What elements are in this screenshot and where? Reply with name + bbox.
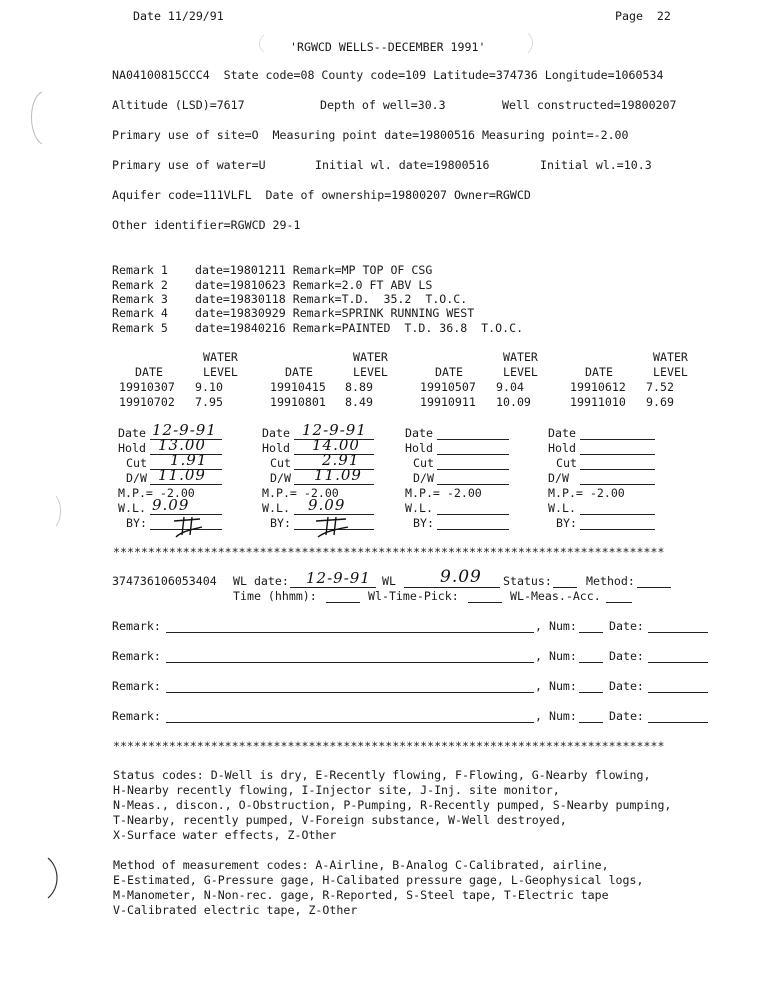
method-field[interactable]	[637, 587, 671, 588]
field-dw-value: 11.09	[158, 466, 206, 484]
field-hold-line[interactable]	[580, 454, 655, 455]
remark-num-label: , Num:	[535, 619, 577, 633]
field-wl-line[interactable]	[580, 514, 655, 515]
col-head-water: WATER	[353, 350, 388, 364]
remark-date-field[interactable]	[648, 632, 708, 633]
wl-level-cell: 10.09	[496, 395, 531, 409]
remark-entry-field[interactable]	[166, 662, 534, 663]
field-cut-line[interactable]	[580, 469, 655, 470]
remark-date-field[interactable]	[648, 722, 708, 723]
field-dw-line	[150, 484, 222, 485]
time-pick-field[interactable]	[468, 602, 502, 603]
asterisk-separator: *******************************************************************************	[113, 545, 665, 559]
wl-date-cell: 19910612	[570, 380, 626, 394]
report-date: Date 11/29/91	[133, 9, 224, 23]
remark-label: Remark 1	[112, 263, 168, 277]
punch-hole-top	[20, 88, 50, 148]
field-dw-line[interactable]	[437, 484, 509, 485]
altitude: Altitude (LSD)=7617	[112, 98, 245, 112]
field-date-value: 12-9-91	[302, 421, 367, 439]
wl-level-cell: 9.10	[195, 380, 223, 394]
field-date-label: Date	[548, 426, 576, 440]
initial-wl-date: Initial wl. date=19800516	[315, 158, 490, 172]
field-date-line[interactable]	[580, 439, 655, 440]
wl-date-cell: 19910702	[119, 395, 175, 409]
field-wl-label: W.L.	[548, 501, 576, 515]
field-by-label: BY:	[413, 516, 434, 530]
initials-signature	[312, 515, 352, 539]
remark-num-field[interactable]	[579, 662, 603, 663]
wl-level-cell: 8.89	[345, 380, 373, 394]
status-label: Status:	[503, 574, 552, 588]
method-codes-line: Method of measurement codes: A-Airline, B-Analog C-Calibrated, airline,	[113, 858, 609, 872]
field-dw-line	[294, 484, 374, 485]
field-date-label: Date	[405, 426, 433, 440]
wl-date-cell: 19910911	[420, 395, 476, 409]
field-dw-label: D/W	[126, 471, 147, 485]
wl-date-cell: 19911010	[570, 395, 626, 409]
site-id: 374736106053404	[112, 574, 217, 588]
wl-level-cell: 7.95	[195, 395, 223, 409]
wl-value: 9.09	[440, 567, 482, 587]
site-line-5: Aquifer code=111VLFL Date of ownership=19800207 Owner=RGWCD	[112, 188, 531, 202]
method-codes-line: V-Calibrated electric tape, Z-Other	[113, 903, 358, 917]
field-mp: M.P.= -2.00	[118, 486, 195, 500]
remark-date-label: Date:	[609, 619, 644, 633]
time-label: Time (hhmm):	[233, 589, 317, 603]
field-mp: M.P.= -2.00	[262, 486, 339, 500]
status-codes-line: X-Surface water effects, Z-Other	[113, 828, 337, 842]
time-pick-label: Wl-Time-Pick:	[368, 589, 459, 603]
wl-date-cell: 19910507	[420, 380, 476, 394]
remark-text: date=19830929 Remark=SPRINK RUNNING WEST	[195, 306, 475, 320]
field-dw-label: D/W	[548, 471, 569, 485]
wl-date-cell: 19910307	[119, 380, 175, 394]
field-dw-label: D/W	[270, 471, 291, 485]
col-head-date: DATE	[285, 365, 313, 379]
wl-date-label: WL date:	[233, 574, 289, 588]
col-head-level: LEVEL	[503, 365, 538, 379]
wl-date-value: 12-9-91	[306, 569, 371, 587]
remark-label: Remark 4	[112, 306, 168, 320]
field-mp: M.P.= -2.00	[405, 486, 482, 500]
status-codes-line: H-Nearby recently flowing, I-Injector site, J-Inj. site monitor,	[113, 783, 560, 797]
remark-text: date=19830118 Remark=T.D. 35.2 T.O.C.	[195, 292, 468, 306]
meas-acc-label: WL-Meas.-Acc.	[510, 589, 601, 603]
field-dw-value: 11.09	[314, 466, 362, 484]
field-wl-label: W.L.	[405, 501, 433, 515]
status-codes-line: Status codes: D-Well is dry, E-Recently flowing, F-Flowing, G-Nearby flowing,	[113, 768, 651, 782]
field-hold-line[interactable]	[437, 454, 509, 455]
remark-date-label: Date:	[609, 679, 644, 693]
remark-date-field[interactable]	[648, 662, 708, 663]
wl-field[interactable]	[404, 587, 500, 588]
status-field[interactable]	[553, 587, 577, 588]
time-field[interactable]	[326, 602, 360, 603]
meas-acc-field[interactable]	[606, 602, 632, 603]
col-head-date: DATE	[135, 365, 163, 379]
field-cut-line[interactable]	[437, 469, 509, 470]
primary-use-water: Primary use of water=U	[112, 158, 266, 172]
wl-date-field[interactable]	[290, 587, 376, 588]
field-by-line[interactable]	[580, 529, 655, 530]
col-head-level: LEVEL	[203, 365, 238, 379]
wl-label: WL	[382, 574, 396, 588]
site-line-3: Primary use of site=O Measuring point date=19800516 Measuring point=-2.00	[112, 128, 629, 142]
remark-num-label: , Num:	[535, 709, 577, 723]
wl-level-cell: 7.52	[646, 380, 674, 394]
remark-text: date=19840216 Remark=PAINTED T.D. 36.8 T.O.C.	[195, 321, 524, 335]
field-cut-label: Cut	[270, 456, 291, 470]
remark-date-label: Date:	[609, 649, 644, 663]
field-wl-value: 9.09	[308, 496, 346, 514]
remark-entry-field[interactable]	[166, 722, 534, 723]
page-number: Page 22	[615, 9, 671, 23]
well-constructed: Well constructed=19800207	[502, 98, 677, 112]
other-identifier: Other identifier=RGWCD 29-1	[112, 218, 301, 232]
remark-text: date=19801211 Remark=MP TOP OF CSG	[195, 263, 433, 277]
remark-date-label: Date:	[609, 709, 644, 723]
field-hold-value: 13.00	[158, 436, 206, 454]
col-head-level: LEVEL	[653, 365, 688, 379]
col-head-date: DATE	[435, 365, 463, 379]
remark-num-field[interactable]	[579, 722, 603, 723]
punch-mark-title-right	[512, 30, 534, 56]
report-title: 'RGWCD WELLS--DECEMBER 1991'	[290, 40, 486, 54]
punch-hole-middle	[52, 494, 66, 528]
status-codes-line: T-Nearby, recently pumped, V-Foreign substance, W-Well destroyed,	[113, 813, 567, 827]
remark-num-label: , Num:	[535, 679, 577, 693]
site-line-1: NA04100815CCC4 State code=08 County code=109 Latitude=374736 Longitude=1060534	[112, 68, 664, 82]
field-wl-label: W.L.	[262, 501, 290, 515]
wl-level-cell: 9.04	[496, 380, 524, 394]
field-date-value: 12-9-91	[152, 421, 217, 439]
remark-label: Remark 3	[112, 292, 168, 306]
punch-mark-title	[258, 32, 280, 54]
initial-wl: Initial wl.=10.3	[540, 158, 652, 172]
wl-date-cell: 19910801	[270, 395, 326, 409]
col-head-level: LEVEL	[353, 365, 388, 379]
field-cut-label: Cut	[126, 456, 147, 470]
method-label: Method:	[586, 574, 635, 588]
field-by-label: BY:	[270, 516, 291, 530]
field-by-label: BY:	[126, 516, 147, 530]
asterisk-separator: *******************************************************************************	[113, 739, 665, 753]
punch-hole-bottom	[44, 856, 64, 900]
field-hold-label: Hold	[262, 441, 290, 455]
remark-entry-label: Remark:	[112, 619, 161, 633]
field-date-line[interactable]	[437, 439, 509, 440]
method-codes-line: E-Estimated, G-Pressure gage, H-Calibated pressure gage, L-Geophysical logs,	[113, 873, 644, 887]
remark-date-field[interactable]	[648, 692, 708, 693]
field-dw-label: D/W	[413, 471, 434, 485]
col-head-date: DATE	[585, 365, 613, 379]
field-wl-label: W.L.	[118, 501, 146, 515]
field-wl-value: 9.09	[152, 496, 190, 514]
field-cut-label: Cut	[556, 456, 577, 470]
wl-date-cell: 19910415	[270, 380, 326, 394]
field-cut-value: 1.91	[170, 451, 208, 469]
field-hold-label: Hold	[405, 441, 433, 455]
well-depth: Depth of well=30.3	[320, 98, 446, 112]
remark-label: Remark 5	[112, 321, 168, 335]
field-hold-value: 14.00	[312, 436, 360, 454]
remark-text: date=19810623 Remark=2.0 FT ABV LS	[195, 278, 433, 292]
field-by-line[interactable]	[437, 529, 509, 530]
remark-num-field[interactable]	[579, 632, 603, 633]
method-codes-line: M-Manometer, N-Non-rec. gage, R-Reported, S-Steel tape, T-Electric tape	[113, 888, 609, 902]
initials-signature	[170, 515, 206, 539]
field-wl-line[interactable]	[437, 514, 509, 515]
field-mp: M.P.= -2.00	[548, 486, 625, 500]
field-date-label: Date	[262, 426, 290, 440]
field-dw-line[interactable]	[580, 484, 655, 485]
status-codes-line: N-Meas., discon., O-Obstruction, P-Pumping, R-Recently pumped, S-Nearby pumping,	[113, 798, 672, 812]
field-hold-label: Hold	[548, 441, 576, 455]
field-date-label: Date	[118, 426, 146, 440]
field-cut-label: Cut	[413, 456, 434, 470]
col-head-water: WATER	[653, 350, 688, 364]
field-hold-label: Hold	[118, 441, 146, 455]
field-cut-value: 2.91	[322, 451, 360, 469]
wl-level-cell: 9.69	[646, 395, 674, 409]
col-head-water: WATER	[503, 350, 538, 364]
remark-entry-label: Remark:	[112, 679, 161, 693]
remark-num-field[interactable]	[579, 692, 603, 693]
remark-entry-label: Remark:	[112, 649, 161, 663]
remark-entry-field[interactable]	[166, 692, 534, 693]
col-head-water: WATER	[203, 350, 238, 364]
remark-num-label: , Num:	[535, 649, 577, 663]
field-by-label: BY:	[556, 516, 577, 530]
remark-entry-label: Remark:	[112, 709, 161, 723]
remark-entry-field[interactable]	[166, 632, 534, 633]
wl-level-cell: 8.49	[345, 395, 373, 409]
remark-label: Remark 2	[112, 278, 168, 292]
